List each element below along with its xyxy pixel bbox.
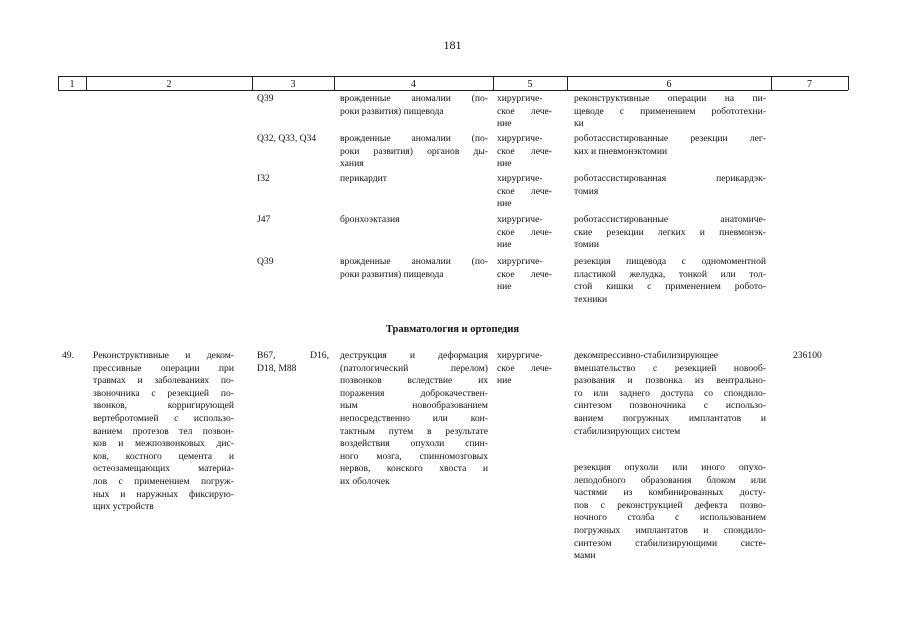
text-line: D18, M88	[257, 362, 297, 374]
text-line: мами	[574, 550, 596, 562]
text-line: роботассистированные анатомиче-	[574, 214, 766, 225]
text-line: ние	[497, 239, 512, 251]
text-line: резекция опухоли или иного опухо-	[574, 462, 766, 473]
text-line: остеозамещающих материа-	[93, 463, 234, 475]
text-line: томия	[574, 185, 599, 197]
text-line: J47	[257, 214, 271, 225]
text-line: стой кишки с применением робото-	[574, 281, 766, 293]
header-col-1: 1	[69, 79, 75, 90]
row-3-code	[257, 173, 329, 186]
text-line: роки развития) пищевода	[340, 105, 444, 117]
row-3-name	[340, 173, 488, 186]
table-header-right-border	[848, 76, 849, 90]
text-line: ское лече-	[497, 268, 552, 280]
text-line: синтезом позвоночника с использо-	[574, 400, 766, 412]
text-line: хирургиче-	[497, 93, 543, 104]
text-line: тактным путем в результате	[340, 425, 488, 437]
text-line: реконструктивные операции на пи-	[574, 93, 766, 104]
text-line: хирургиче-	[497, 350, 543, 361]
text-line: прессивные операции при	[93, 362, 234, 374]
text-line: нервов, конского хвоста и	[340, 463, 488, 475]
text-line: разования и позвонка из вентрально-	[574, 375, 766, 387]
text-line: ское лече-	[497, 105, 552, 117]
row-3-method	[574, 173, 766, 198]
text-line: ких и пневмонэктомии	[574, 145, 668, 157]
row-1-method	[574, 93, 766, 131]
row-4-kind	[497, 214, 552, 252]
text-line: вертебротомией с использо-	[93, 412, 234, 424]
text-line: пластикой желудка, тонкой или тол-	[574, 268, 766, 280]
text-line: звоночника с резекцией по-	[93, 387, 234, 399]
item-49-kind	[497, 350, 552, 388]
text-line: ков, костного цемента и	[93, 450, 234, 462]
text-line: ков и межпозвонковых дис-	[93, 438, 234, 450]
text-line: щеводе с применением робототехни-	[574, 105, 766, 117]
row-3-kind	[497, 173, 552, 211]
text-line: деструкция и деформация	[340, 350, 488, 361]
row-4-code	[257, 214, 329, 227]
text-line: вмешательство с резекцией новооб-	[574, 362, 766, 374]
header-col-2: 2	[166, 79, 172, 90]
text-line: врожденные аномалии (по-	[340, 256, 488, 267]
text-line: ские резекции легких и пневмонэк-	[574, 226, 766, 238]
text-line: ние	[497, 198, 512, 210]
text-line: врожденные аномалии (по-	[340, 133, 488, 144]
text-line: ское лече-	[497, 145, 552, 157]
text-line: перикардит	[340, 173, 387, 184]
text-line: декомпрессивно-стабилизирующее	[574, 350, 718, 361]
text-line: погружных имплантатов и спондило-	[574, 524, 766, 536]
text-line: хирургиче-	[497, 214, 543, 225]
text-line: лов с применением погруж-	[93, 475, 234, 487]
text-line: хирургиче-	[497, 173, 543, 184]
text-line: роботассистированные резекции лег-	[574, 133, 766, 144]
text-line: их оболочек	[340, 475, 390, 487]
table-header-bottom-border	[58, 90, 848, 91]
header-col-3: 3	[290, 79, 296, 90]
text-line: частями из комбинированных досту-	[574, 487, 766, 499]
text-line: роки развития) органов ды-	[340, 145, 488, 157]
text-line: ское лече-	[497, 185, 552, 197]
header-col-5: 5	[527, 79, 533, 90]
row-5-kind	[497, 256, 552, 294]
text-line: ночного столба с использованием	[574, 512, 766, 524]
text-line: травмах и заболеваниях по-	[93, 375, 234, 387]
text-line: бронхоэктазия	[340, 214, 400, 225]
text-line: Реконструктивные и деком-	[93, 350, 234, 361]
text-line: ного мозга, спинномозговых	[340, 450, 488, 462]
text-line: леподобного образования блоком или	[574, 474, 766, 486]
text-line: резекция пищевода с одномоментной	[574, 256, 766, 267]
text-line: непосредственно или кон-	[340, 412, 488, 424]
text-line: Q32, Q33, Q34	[257, 133, 317, 144]
text-line: ние	[497, 281, 512, 293]
row-2-code	[257, 133, 329, 146]
text-line: ным новообразованием	[340, 400, 488, 412]
text-line: пов с реконструкцией дефекта позво-	[574, 499, 766, 511]
row-2-kind	[497, 133, 552, 171]
row-1-code	[257, 93, 329, 106]
text-line: воздействия опухоли спин-	[340, 438, 488, 450]
text-line: (патологический перелом)	[340, 362, 488, 374]
text-line: стабилизирующих систем	[574, 425, 681, 437]
header-col-4: 4	[411, 79, 416, 90]
text-line: синтезом стабилизирующими систе-	[574, 537, 766, 549]
text-line: ское лече-	[497, 362, 552, 374]
item-49-method-2	[574, 462, 766, 563]
text-line: хирургиче-	[497, 133, 543, 144]
row-5-code	[257, 256, 329, 269]
row-1-kind	[497, 93, 552, 131]
text-line: врожденные аномалии (по-	[340, 93, 488, 104]
table-header-top-border	[58, 76, 848, 77]
text-line: ние	[497, 375, 512, 387]
item-49-description	[93, 350, 234, 514]
text-line: Q39	[257, 93, 274, 104]
row-4-name	[340, 214, 488, 227]
text-line: I32	[257, 173, 270, 184]
header-col-6: 6	[666, 79, 672, 90]
text-line: ское лече-	[497, 226, 552, 238]
row-2-method	[574, 133, 766, 158]
text-line: щих устройств	[93, 501, 154, 513]
text-line: ных и наружных фиксирую-	[93, 488, 234, 500]
text-line: хания	[340, 158, 364, 170]
text-line: звонков, корригирующей	[93, 400, 234, 412]
item-49-number: 49.	[62, 350, 74, 361]
text-line: ванием протезов тел позвон-	[93, 425, 234, 437]
text-line: ванием погружных имплантатов и	[574, 412, 766, 424]
text-line: Q39	[257, 256, 274, 267]
text-line: роботассистированная перикардэк-	[574, 173, 766, 184]
text-line: ние	[497, 118, 512, 130]
page-number: 181	[443, 38, 462, 52]
text-line: роки развития) пищевода	[340, 268, 444, 280]
header-col-7: 7	[807, 79, 812, 90]
text-line: го или заднего доступа со спондило-	[574, 387, 766, 399]
text-line: поражения доброкачествен-	[340, 387, 488, 399]
row-5-name	[340, 256, 488, 281]
section-title: Травматология и ортопедия	[385, 324, 520, 335]
item-49-cost: 236100	[793, 350, 822, 361]
row-4-method	[574, 214, 766, 252]
row-1-name	[340, 93, 488, 118]
text-line: позвонков вследствие их	[340, 375, 488, 387]
text-line: ки	[574, 118, 584, 130]
text-line: ние	[497, 158, 512, 170]
item-49-name	[340, 350, 488, 489]
item-49-codes	[257, 350, 329, 375]
text-line: техники	[574, 293, 608, 305]
text-line: B67, D16,	[257, 350, 329, 361]
row-5-method	[574, 256, 766, 306]
text-line: хирургиче-	[497, 256, 543, 267]
item-49-method-1	[574, 350, 766, 438]
row-2-name	[340, 133, 488, 171]
text-line: томии	[574, 239, 600, 251]
